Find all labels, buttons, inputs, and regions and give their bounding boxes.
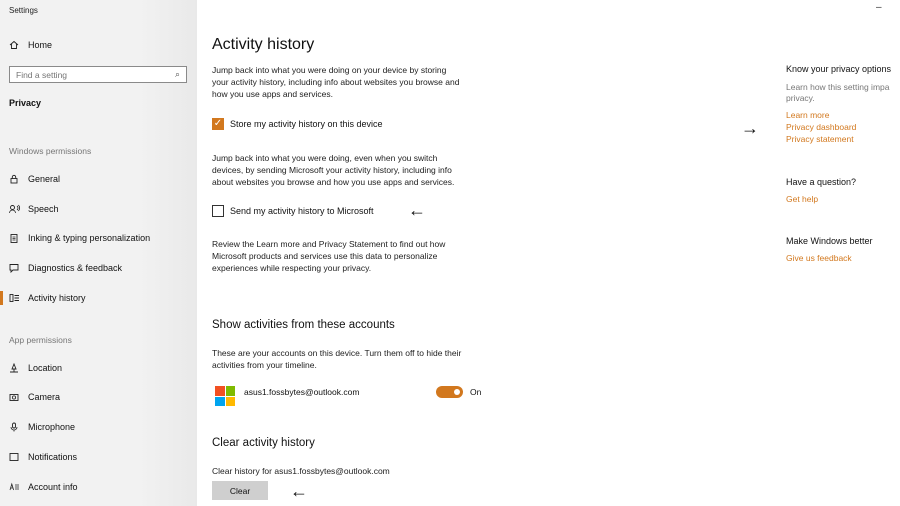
intro-line: your activity history, including info about websites you browse and — [212, 77, 460, 87]
clipboard-icon — [0, 233, 28, 243]
camera-icon — [0, 392, 28, 402]
sidebar-item-speech[interactable] — [0, 196, 197, 222]
minimize-button[interactable]: – — [876, 2, 882, 13]
checkbox-checked[interactable]: ✓ — [213, 118, 223, 129]
window-title: Settings — [9, 6, 38, 15]
current-section — [0, 90, 197, 116]
accounts-text — [212, 347, 492, 371]
sidebar-item-label: Diagnostics & feedback — [28, 263, 123, 273]
checkbox-label: Send my activity history to Microsoft — [230, 206, 374, 216]
sidebar-item-diagnostics[interactable] — [0, 255, 197, 281]
sidebar-item-location[interactable] — [0, 355, 197, 381]
privacy-line: Learn how this setting impa — [786, 82, 890, 92]
arrow-right-icon: → — [741, 118, 759, 138]
sidebar-item-label: Home — [28, 40, 53, 50]
page-title: Activity history — [212, 36, 315, 53]
windows-permissions-header: Windows permissions — [9, 146, 92, 156]
clear-heading: Clear activity history — [212, 437, 315, 449]
lock-icon — [0, 174, 28, 184]
sidebar-item-label: Location — [28, 363, 63, 373]
privacy-options-header: Know your privacy options — [786, 64, 892, 74]
clear-text: Clear history for asus1.fossbytes@outlook.com — [212, 466, 390, 476]
sidebar-item-general[interactable] — [0, 166, 197, 192]
send-intro-line: Jump back into what you were doing, even when you switch — [212, 153, 438, 163]
clear-button[interactable]: Clear — [212, 481, 268, 500]
microsoft-logo-icon — [215, 386, 235, 406]
search-box[interactable] — [9, 66, 187, 83]
home-icon — [0, 40, 28, 50]
intro-text — [212, 64, 492, 100]
sidebar-item-activity-history[interactable] — [0, 285, 197, 311]
review-line: Microsoft products and services use this data to personalize — [212, 251, 438, 261]
search-icon[interactable]: ⌕ — [174, 69, 180, 79]
toggle-knob — [454, 389, 460, 395]
checkbox-label: Store my activity history on this device — [230, 119, 383, 129]
sidebar-item-label: Notifications — [28, 452, 78, 462]
right-panel — [786, 0, 900, 506]
intro-line: Jump back into what you were doing on your device by storing — [212, 65, 447, 75]
sidebar-item-notifications[interactable] — [0, 444, 197, 470]
sidebar — [0, 0, 197, 506]
give-feedback-link[interactable]: Give us feedback — [786, 253, 852, 263]
account-toggle[interactable] — [436, 386, 463, 398]
send-intro-line: about websites you browse and how you use apps and services. — [212, 177, 455, 187]
active-indicator — [0, 291, 3, 305]
checkbox-unchecked[interactable] — [212, 205, 224, 217]
toggle-label: On — [470, 387, 482, 397]
send-history-checkbox[interactable] — [212, 205, 374, 217]
privacy-statement-link[interactable]: Privacy statement — [786, 134, 854, 144]
get-help-link[interactable]: Get help — [786, 194, 819, 204]
question-header: Have a question? — [786, 177, 857, 187]
account-info-icon — [0, 482, 28, 492]
arrow-left-icon: ← — [290, 481, 308, 501]
app-permissions-header: App permissions — [9, 335, 72, 345]
sidebar-item-label: Camera — [28, 392, 61, 402]
learn-more-link[interactable]: Learn more — [786, 110, 830, 120]
account-row — [215, 386, 359, 406]
intro-line: how you use apps and services. — [212, 89, 333, 99]
sidebar-item-label: Activity history — [28, 293, 86, 303]
accounts-line: These are your accounts on this device. Turn them off to hide their — [212, 348, 462, 358]
store-history-checkbox[interactable] — [212, 118, 383, 130]
sidebar-item-label: Microphone — [28, 422, 76, 432]
microphone-icon — [0, 422, 28, 432]
feedback-header: Make Windows better — [786, 236, 873, 246]
account-email: asus1.fossbytes@outlook.com — [244, 387, 360, 397]
accounts-line: activities from your timeline. — [212, 360, 317, 370]
notifications-icon — [0, 452, 28, 462]
privacy-dashboard-link[interactable]: Privacy dashboard — [786, 122, 857, 132]
sidebar-item-label: Speech — [28, 204, 59, 214]
accounts-heading: Show activities from these accounts — [212, 319, 395, 331]
send-intro-text — [212, 152, 492, 188]
privacy-line: privacy. — [786, 93, 815, 103]
sidebar-item-label: General — [28, 174, 61, 184]
review-line: Review the Learn more and Privacy Statement to find out how — [212, 239, 446, 249]
sidebar-item-home[interactable] — [0, 32, 197, 58]
speech-icon — [0, 204, 28, 214]
sidebar-item-microphone[interactable] — [0, 414, 197, 440]
sidebar-item-label: Account info — [28, 482, 78, 492]
review-text — [212, 238, 492, 274]
search-input[interactable] — [16, 70, 166, 80]
send-intro-line: devices, by sending Microsoft your activity history, including info — [212, 165, 452, 175]
arrow-left-icon: ← — [408, 200, 426, 220]
location-icon — [0, 363, 28, 373]
activity-history-icon — [0, 293, 28, 303]
privacy-label: Privacy — [9, 98, 42, 108]
sidebar-item-inking-typing[interactable] — [0, 225, 197, 251]
sidebar-item-account-info[interactable] — [0, 474, 197, 500]
sidebar-item-label: Inking & typing personalization — [28, 233, 151, 243]
privacy-options-text — [786, 82, 900, 104]
sidebar-item-camera[interactable] — [0, 384, 197, 410]
review-line: experiences while respecting your privacy. — [212, 263, 372, 273]
feedback-icon — [0, 263, 28, 273]
